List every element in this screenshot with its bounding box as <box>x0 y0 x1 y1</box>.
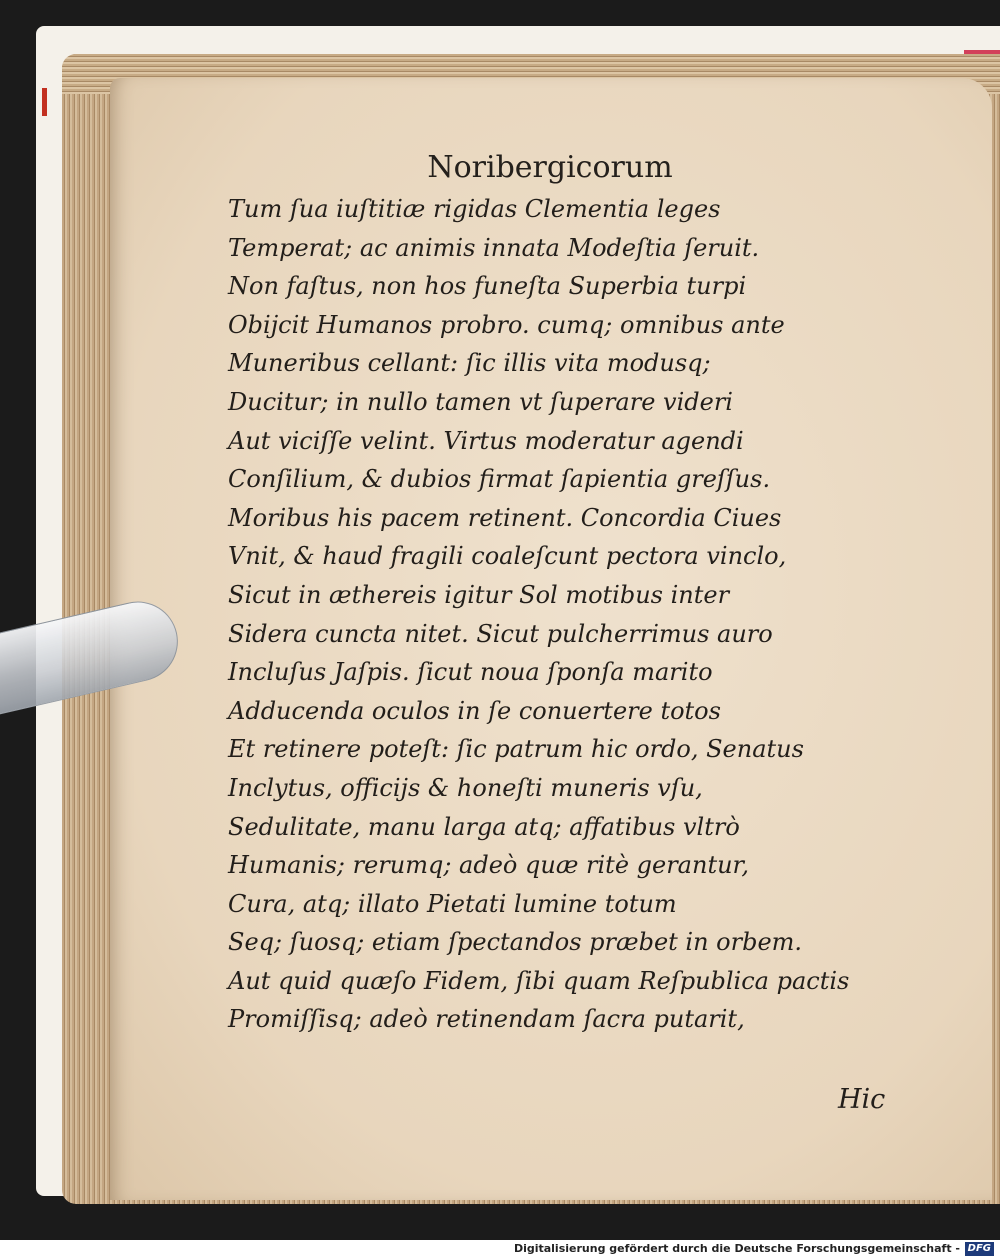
running-head: Noribergicorum <box>427 150 673 185</box>
verse-line: Aut quid quæſo Fidem, ſibi quam Reſpublica pactis <box>228 966 850 995</box>
verse-line: Moribus his pacem retinent. Concordia Ciues <box>228 503 782 532</box>
verse-line: Adducenda oculos in ſe conuertere totos <box>228 696 721 725</box>
red-marginal-mark <box>42 88 47 116</box>
verse-line: Vnit, & haud fragili coaleſcunt pectora vinclo, <box>228 542 787 571</box>
verse-line: Humanis; rerumq; adeò quæ ritè gerantur, <box>228 851 750 880</box>
verse-text <box>228 190 908 1039</box>
verse-line: Non faſtus, non hos funeſta Superbia turpi <box>228 272 747 301</box>
dfg-logo: DFG <box>965 1242 994 1256</box>
verse-line: Ducitur; in nullo tamen vt ſuperare videri <box>228 387 733 416</box>
verse-line: Tum ſua iuſtitiæ rigidas Clementia leges <box>228 195 721 223</box>
digitization-credit: Digitalisierung gefördert durch die Deutsche Forschungsgemeinschaft - <box>513 1242 960 1255</box>
verse-line: Aut viciſſe velint. Virtus moderatur agendi <box>228 426 744 455</box>
catchword: Hic <box>838 1084 886 1115</box>
verse-line: Et retinere poteſt: ſic patrum hic ordo, Senatus <box>228 735 804 764</box>
verse-line: Incluſus Jaſpis. ſicut noua ſponſa marito <box>228 658 713 687</box>
verse-line: Sedulitate, manu larga atq; affatibus vltrò <box>228 812 740 841</box>
verse-line: Promiſſisq; adeò retinendam ſacra putarit, <box>228 1005 745 1034</box>
verse-line: Sidera cuncta nitet. Sicut pulcherrimus auro <box>228 619 773 648</box>
verse-line: Seq; ſuosq; etiam ſpectandos præbet in orbem. <box>228 928 803 957</box>
verse-line: Cura, atq; illato Pietati lumine totum <box>228 889 677 918</box>
verse-line: Muneribus cellant: ſic illis vita modusq; <box>228 349 711 378</box>
verse-line: Sicut in æthereis igitur Sol motibus inter <box>228 580 730 609</box>
verse-line: Obijcit Humanos probro. cumq; omnibus ante <box>228 310 785 339</box>
verse-line: Inclytus, officijs & honeſti muneris vſu, <box>228 773 703 802</box>
verse-line: Conſilium, & dubios firmat ſapientia greſſus. <box>228 465 771 494</box>
verse-line: Temperat; ac animis innata Modeſtia ſeruit. <box>228 233 760 262</box>
